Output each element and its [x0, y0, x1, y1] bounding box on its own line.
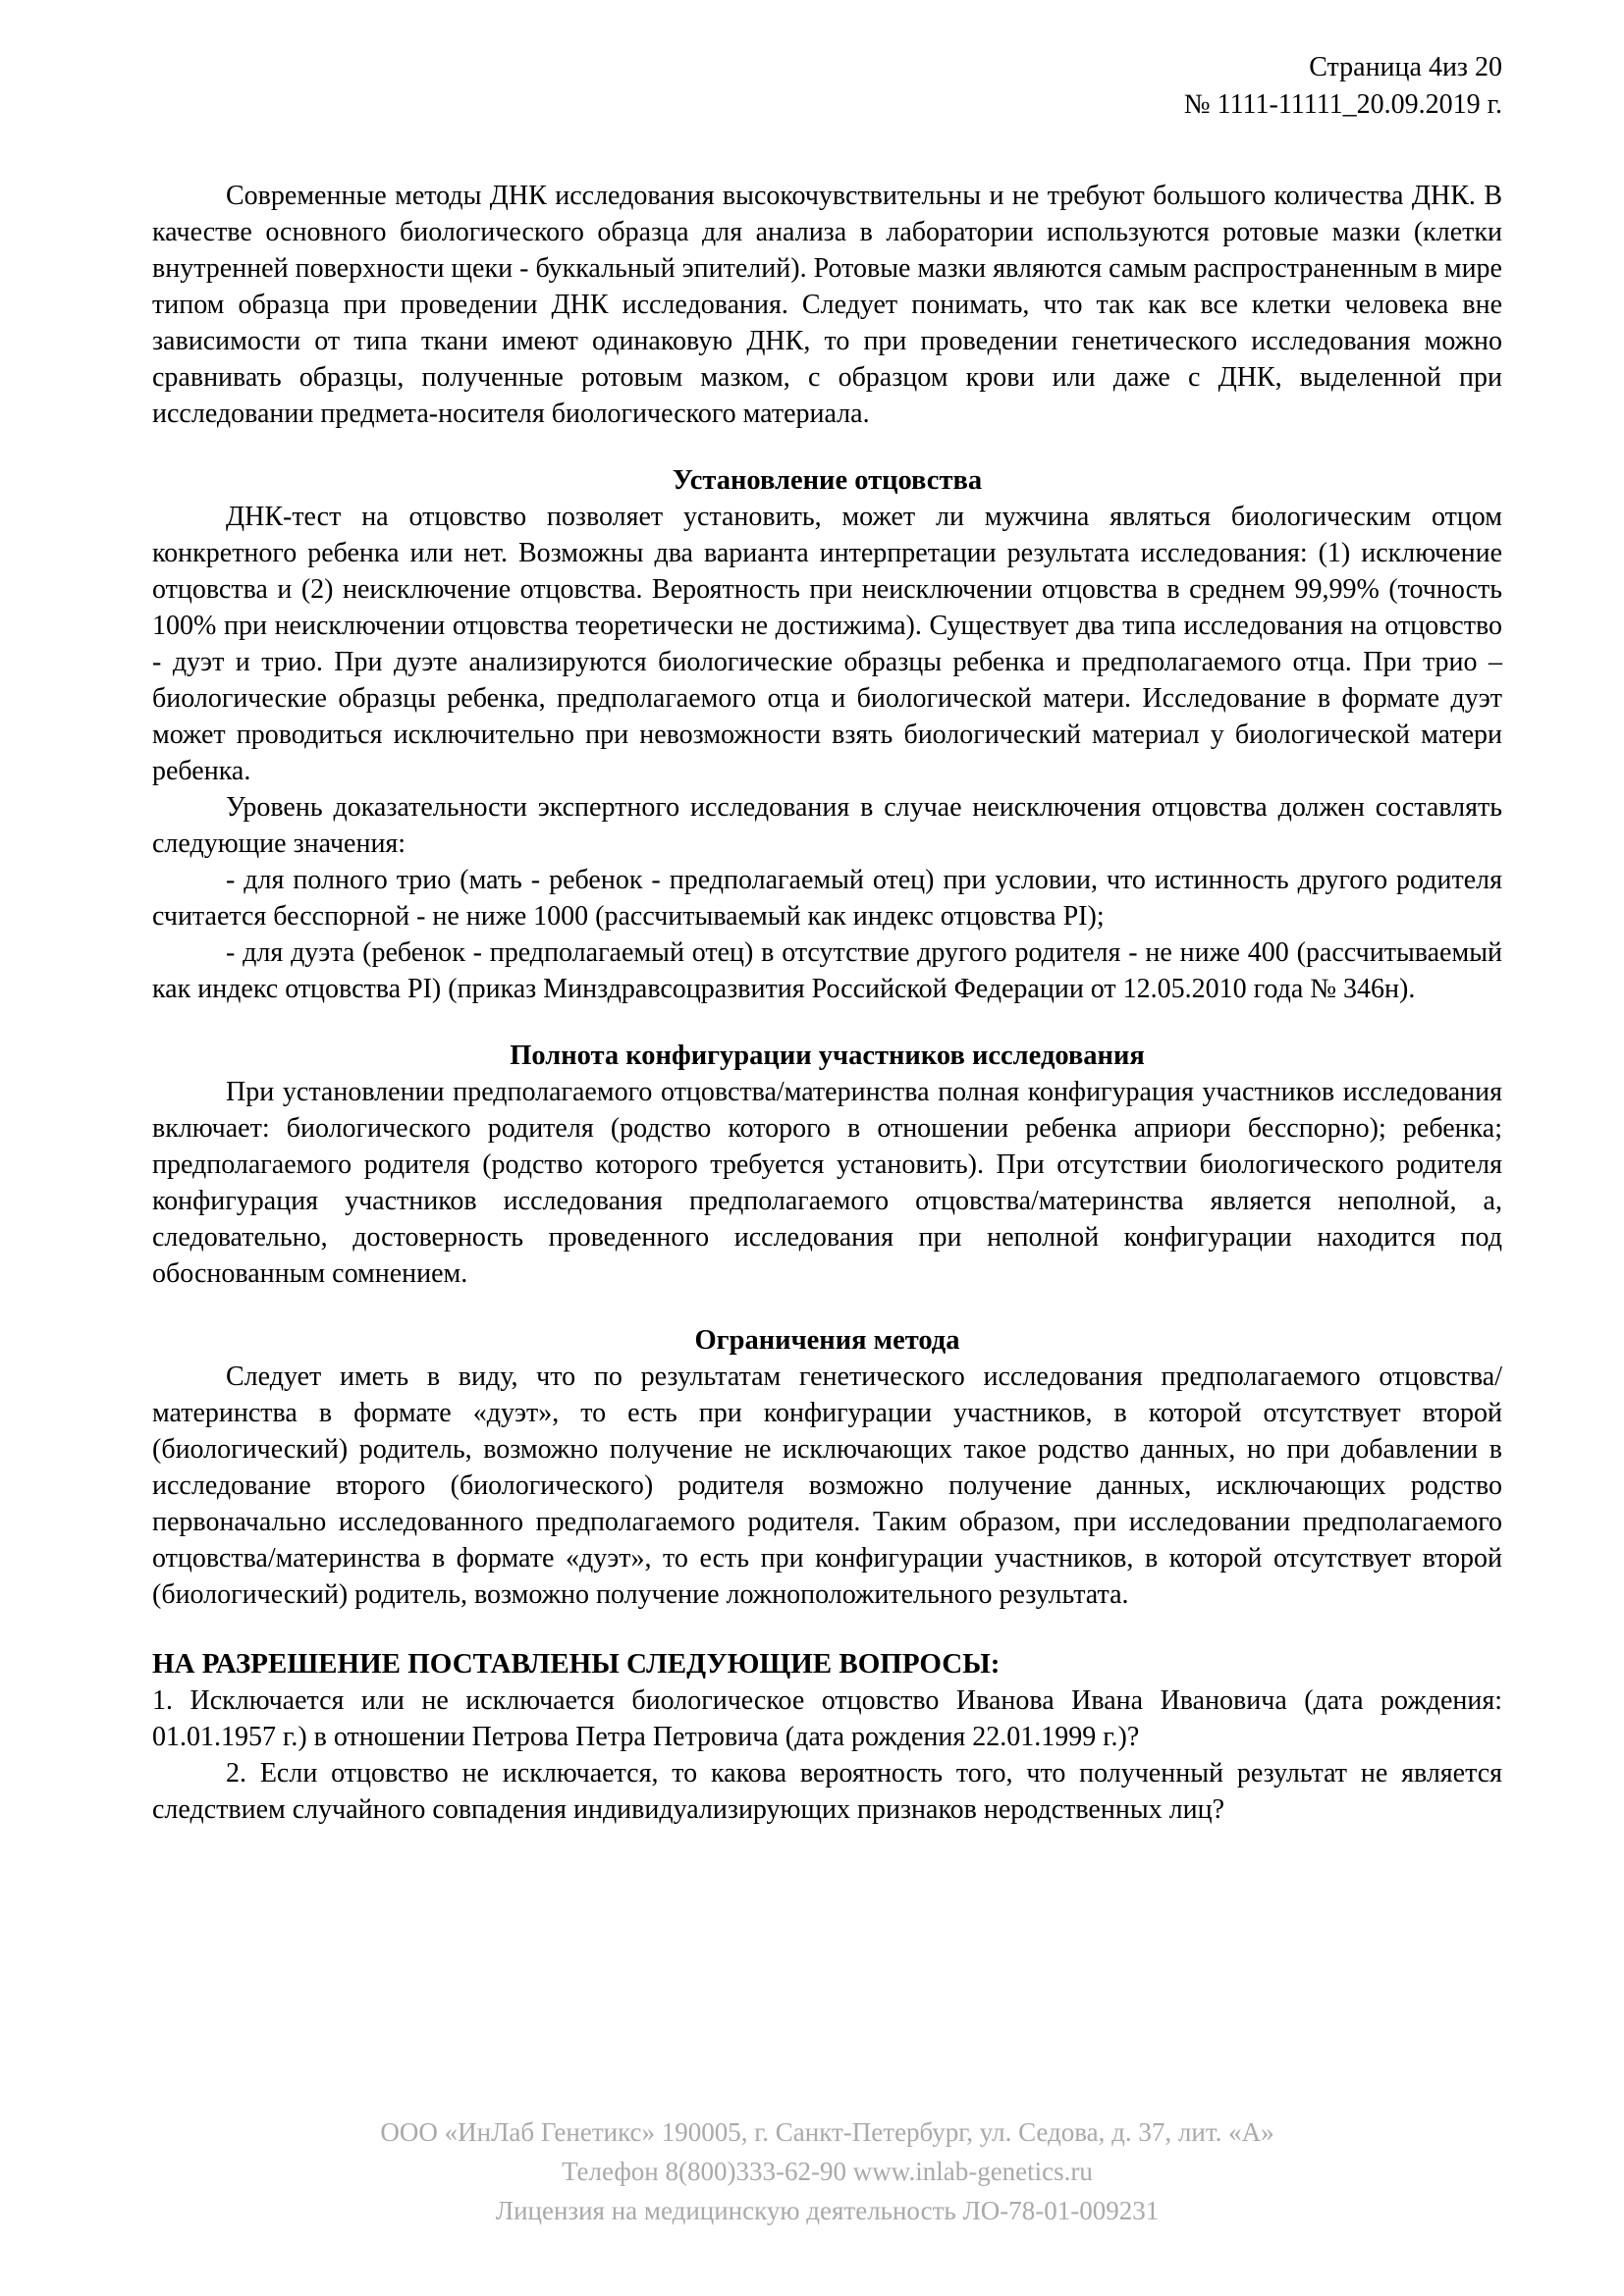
footer-license: Лицензия на медицинскую деятельность ЛО-78-01-009231 [495, 2196, 1160, 2225]
config-paragraph: При установлении предполагаемого отцовства/материнства полная конфигурация участников исследования включает: биологического родителя (родство которого в отношении ребенка априори бесспорно); ребенка; предполагаемого родителя (родство которого требуется установить). При отсутствии биологического родителя конфигурация участников исследования предполагаемого отцовства/материнства является неполной, а, следовательно, достоверность проведенного исследования при неполной конфигурации находится под обоснованным сомнением. [152, 1077, 1502, 1289]
questions-heading: НА РАЗРЕШЕНИЕ ПОСТАВЛЕНЫ СЛЕДУЮЩИЕ ВОПРОСЫ: [152, 1648, 1001, 1680]
document-body [152, 178, 1502, 1828]
page-header [152, 49, 1502, 124]
footer-phone-website: Телефон 8(800)333-62-90 www.inlab-genetics.ru [562, 2157, 1093, 2186]
paternity-list-item-duet: - для дуэта (ребенок - предполагаемый отец) в отсутствие другого родителя - не ниже 400 (рассчитываемый как индекс отцовства PI) (приказ Минздравсоцразвития Российской Федерации от 12.05.2010 года № 346н). [152, 937, 1502, 1004]
paternity-paragraph-1: ДНК-тест на отцовство позволяет установить, может ли мужчина являться биологическим отцом конкретного ребенка или нет. Возможны два варианта интерпретации результата исследования: (1) исключение отцовства и (2) неисключение отцовства. Вероятность при неисключении отцовства в среднем 99,99% (точность 100% при неисключении отцовства теоретически не достижима). Существует два типа исследования на отцовство - дуэт и трио. При дуэте анализируются биологические образцы ребенка и предполагаемого отца. При трио – биологические образцы ребенка, предполагаемого отца и биологической матери. Исследование в формате дуэт может проводиться исключительно при невозможности взять биологический материал у биологической матери ребенка. [152, 502, 1502, 786]
document-number: № 1111-11111_20.09.2019 г. [1183, 89, 1502, 120]
section-heading-config: Полнота конфигурации участников исследования [510, 1041, 1145, 1071]
footer-company-address: ООО «ИнЛаб Генетикс» 190005, г. Санкт-Петербург, ул. Седова, д. 37, лит. «А» [380, 2117, 1274, 2147]
limitations-paragraph: Следует иметь в виду, что по результатам генетического исследования предполагаемого отцовства/материнства в формате «дуэт», то есть при конфигурации участников, в которой отсутствует второй (биологический) родитель, возможно получение не исключающих такое родство данных, но при добавлении в исследование второго (биологического) родителя возможно получение данных, исключающих родство первоначально исследованного предполагаемого родителя. Таким образом, при исследовании предполагаемого отцовства/материнства в формате «дуэт», то есть при конфигурации участников, в которой отсутствует второй (биологический) родитель, возможно получение ложноположительного результата. [152, 1362, 1502, 1610]
section-heading-paternity: Установление отцовства [672, 465, 983, 496]
question-2: 2. Если отцовство не исключается, то какова вероятность того, что полученный результат не является следствием случайного совпадения индивидуализирующих признаков неродственных лиц? [152, 1758, 1502, 1825]
page-number: Страница 4из 20 [1309, 52, 1502, 82]
paternity-paragraph-2: Уровень доказательности экспертного исследования в случае неисключения отцовства должен составлять следующие значения: [152, 792, 1502, 859]
section-heading-limitations: Ограничения метода [694, 1325, 960, 1356]
intro-paragraph: Современные методы ДНК исследования высокочувствительны и не требуют большого количества ДНК. В качестве основного биологического образца для анализа в лаборатории используются ротовые мазки (клетки внутренней поверхности щеки - буккальный эпителий). Ротовые мазки являются самым распространенным в мире типом образца при проведении ДНК исследования. Следует понимать, что так как все клетки человека вне зависимости от типа ткани имеют одинаковую ДНК, то при проведении генетического исследования можно сравнивать образцы, полученные ротовым мазком, с образцом крови или даже с ДНК, выделенной при исследовании предмета-носителя биологического материала. [152, 181, 1502, 429]
paternity-list-item-trio: - для полного трио (мать - ребенок - предполагаемый отец) при условии, что истинность другого родителя считается бесспорной - не ниже 1000 (рассчитываемый как индекс отцовства PI); [152, 865, 1502, 932]
page-footer [152, 2112, 1502, 2230]
question-1: 1. Исключается или не исключается биологическое отцовство Иванова Ивана Ивановича (дата рождения: 01.01.1957 г.) в отношении Петрова Петра Петровича (дата рождения 22.01.1999 г.)? [152, 1685, 1502, 1752]
